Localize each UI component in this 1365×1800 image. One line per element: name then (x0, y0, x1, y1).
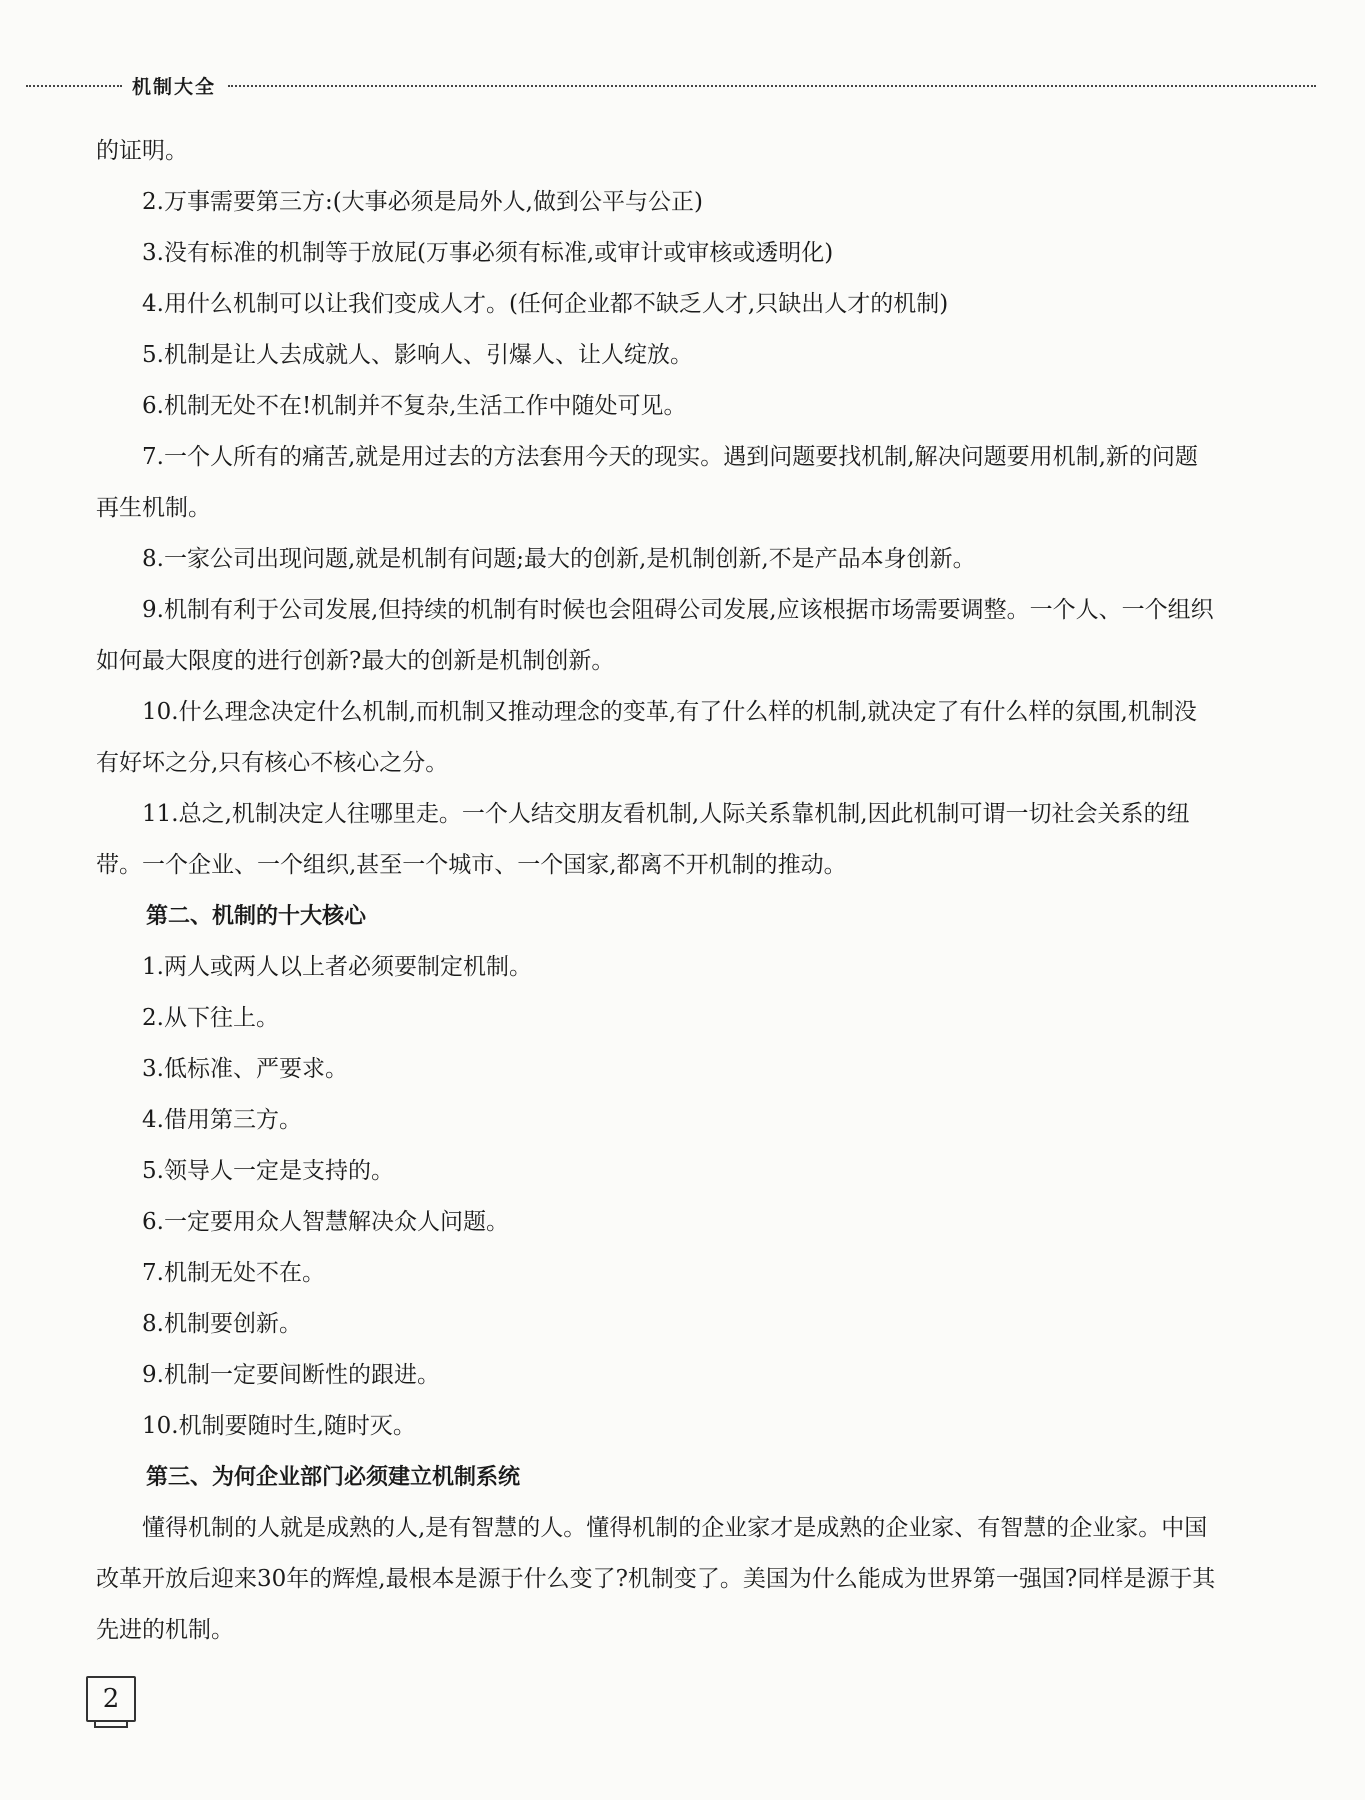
header-title: 机制大全 (132, 76, 217, 98)
paragraph: 8.机制要创新。 (142, 1311, 302, 1337)
paragraph: 9.机制有利于公司发展,但持续的机制有时候也会阻碍公司发展,应该根据市场需要调整。一个人、一个组织如何最大限度的进行创新?最大的创新是机制创新。 (96, 597, 1214, 674)
header-leader-left (26, 85, 122, 87)
paragraph: 5.机制是让人去成就人、影响人、引爆人、让人绽放。 (142, 342, 693, 368)
paragraph: 3.没有标准的机制等于放屁(万事必须有标准,或审计或审核或透明化) (142, 240, 834, 266)
section-heading: 第三、为何企业部门必须建立机制系统 (146, 1465, 521, 1490)
paragraph: 8.一家公司出现问题,就是机制有问题;最大的创新,是机制创新,不是产品本身创新。 (142, 546, 976, 572)
paragraph: 的证明。 (96, 138, 188, 164)
paragraph: 7.一个人所有的痛苦,就是用过去的方法套用今天的现实。遇到问题要找机制,解决问题要用机制,新的问题再生机制。 (96, 444, 1198, 521)
paragraph: 11.总之,机制决定人往哪里走。一个人结交朋友看机制,人际关系靠机制,因此机制可谓一切社会关系的纽带。一个企业、一个组织,甚至一个城市、一个国家,都离不开机制的推动。 (96, 801, 1190, 878)
paragraph: 4.用什么机制可以让我们变成人才。(任何企业都不缺乏人才,只缺出人才的机制) (142, 291, 949, 317)
paragraph: 2.从下往上。 (142, 1005, 279, 1031)
header-leader-right (228, 85, 1316, 87)
page-number: 2 (86, 1676, 136, 1722)
paragraph: 7.机制无处不在。 (142, 1260, 325, 1286)
paragraph: 10.什么理念决定什么机制,而机制又推动理念的变革,有了什么样的机制,就决定了有什么样的氛围,机制没有好坏之分,只有核心不核心之分。 (96, 699, 1197, 776)
paragraph: 懂得机制的人就是成熟的人,是有智慧的人。懂得机制的企业家才是成熟的企业家、有智慧的企业家。中国改革开放后迎来30年的辉煌,最根本是源于什么变了?机制变了。美国为什么能成为世界第一强国?同样是源于其先进的机制。 (96, 1515, 1216, 1643)
section-heading: 第二、机制的十大核心 (146, 904, 367, 929)
body-text (96, 126, 1216, 1656)
paragraph: 10.机制要随时生,随时灭。 (142, 1413, 416, 1439)
paragraph: 6.机制无处不在!机制并不复杂,生活工作中随处可见。 (142, 393, 687, 419)
paragraph: 6.一定要用众人智慧解决众人问题。 (142, 1209, 509, 1235)
running-header (26, 72, 1316, 99)
paragraph: 5.领导人一定是支持的。 (142, 1158, 394, 1184)
paragraph: 1.两人或两人以上者必须要制定机制。 (142, 954, 532, 980)
paragraph: 3.低标准、严要求。 (142, 1056, 348, 1082)
paragraph: 2.万事需要第三方:(大事必须是局外人,做到公平与公正) (142, 189, 703, 215)
paragraph: 4.借用第三方。 (142, 1107, 302, 1133)
paragraph: 9.机制一定要间断性的跟进。 (142, 1362, 440, 1388)
